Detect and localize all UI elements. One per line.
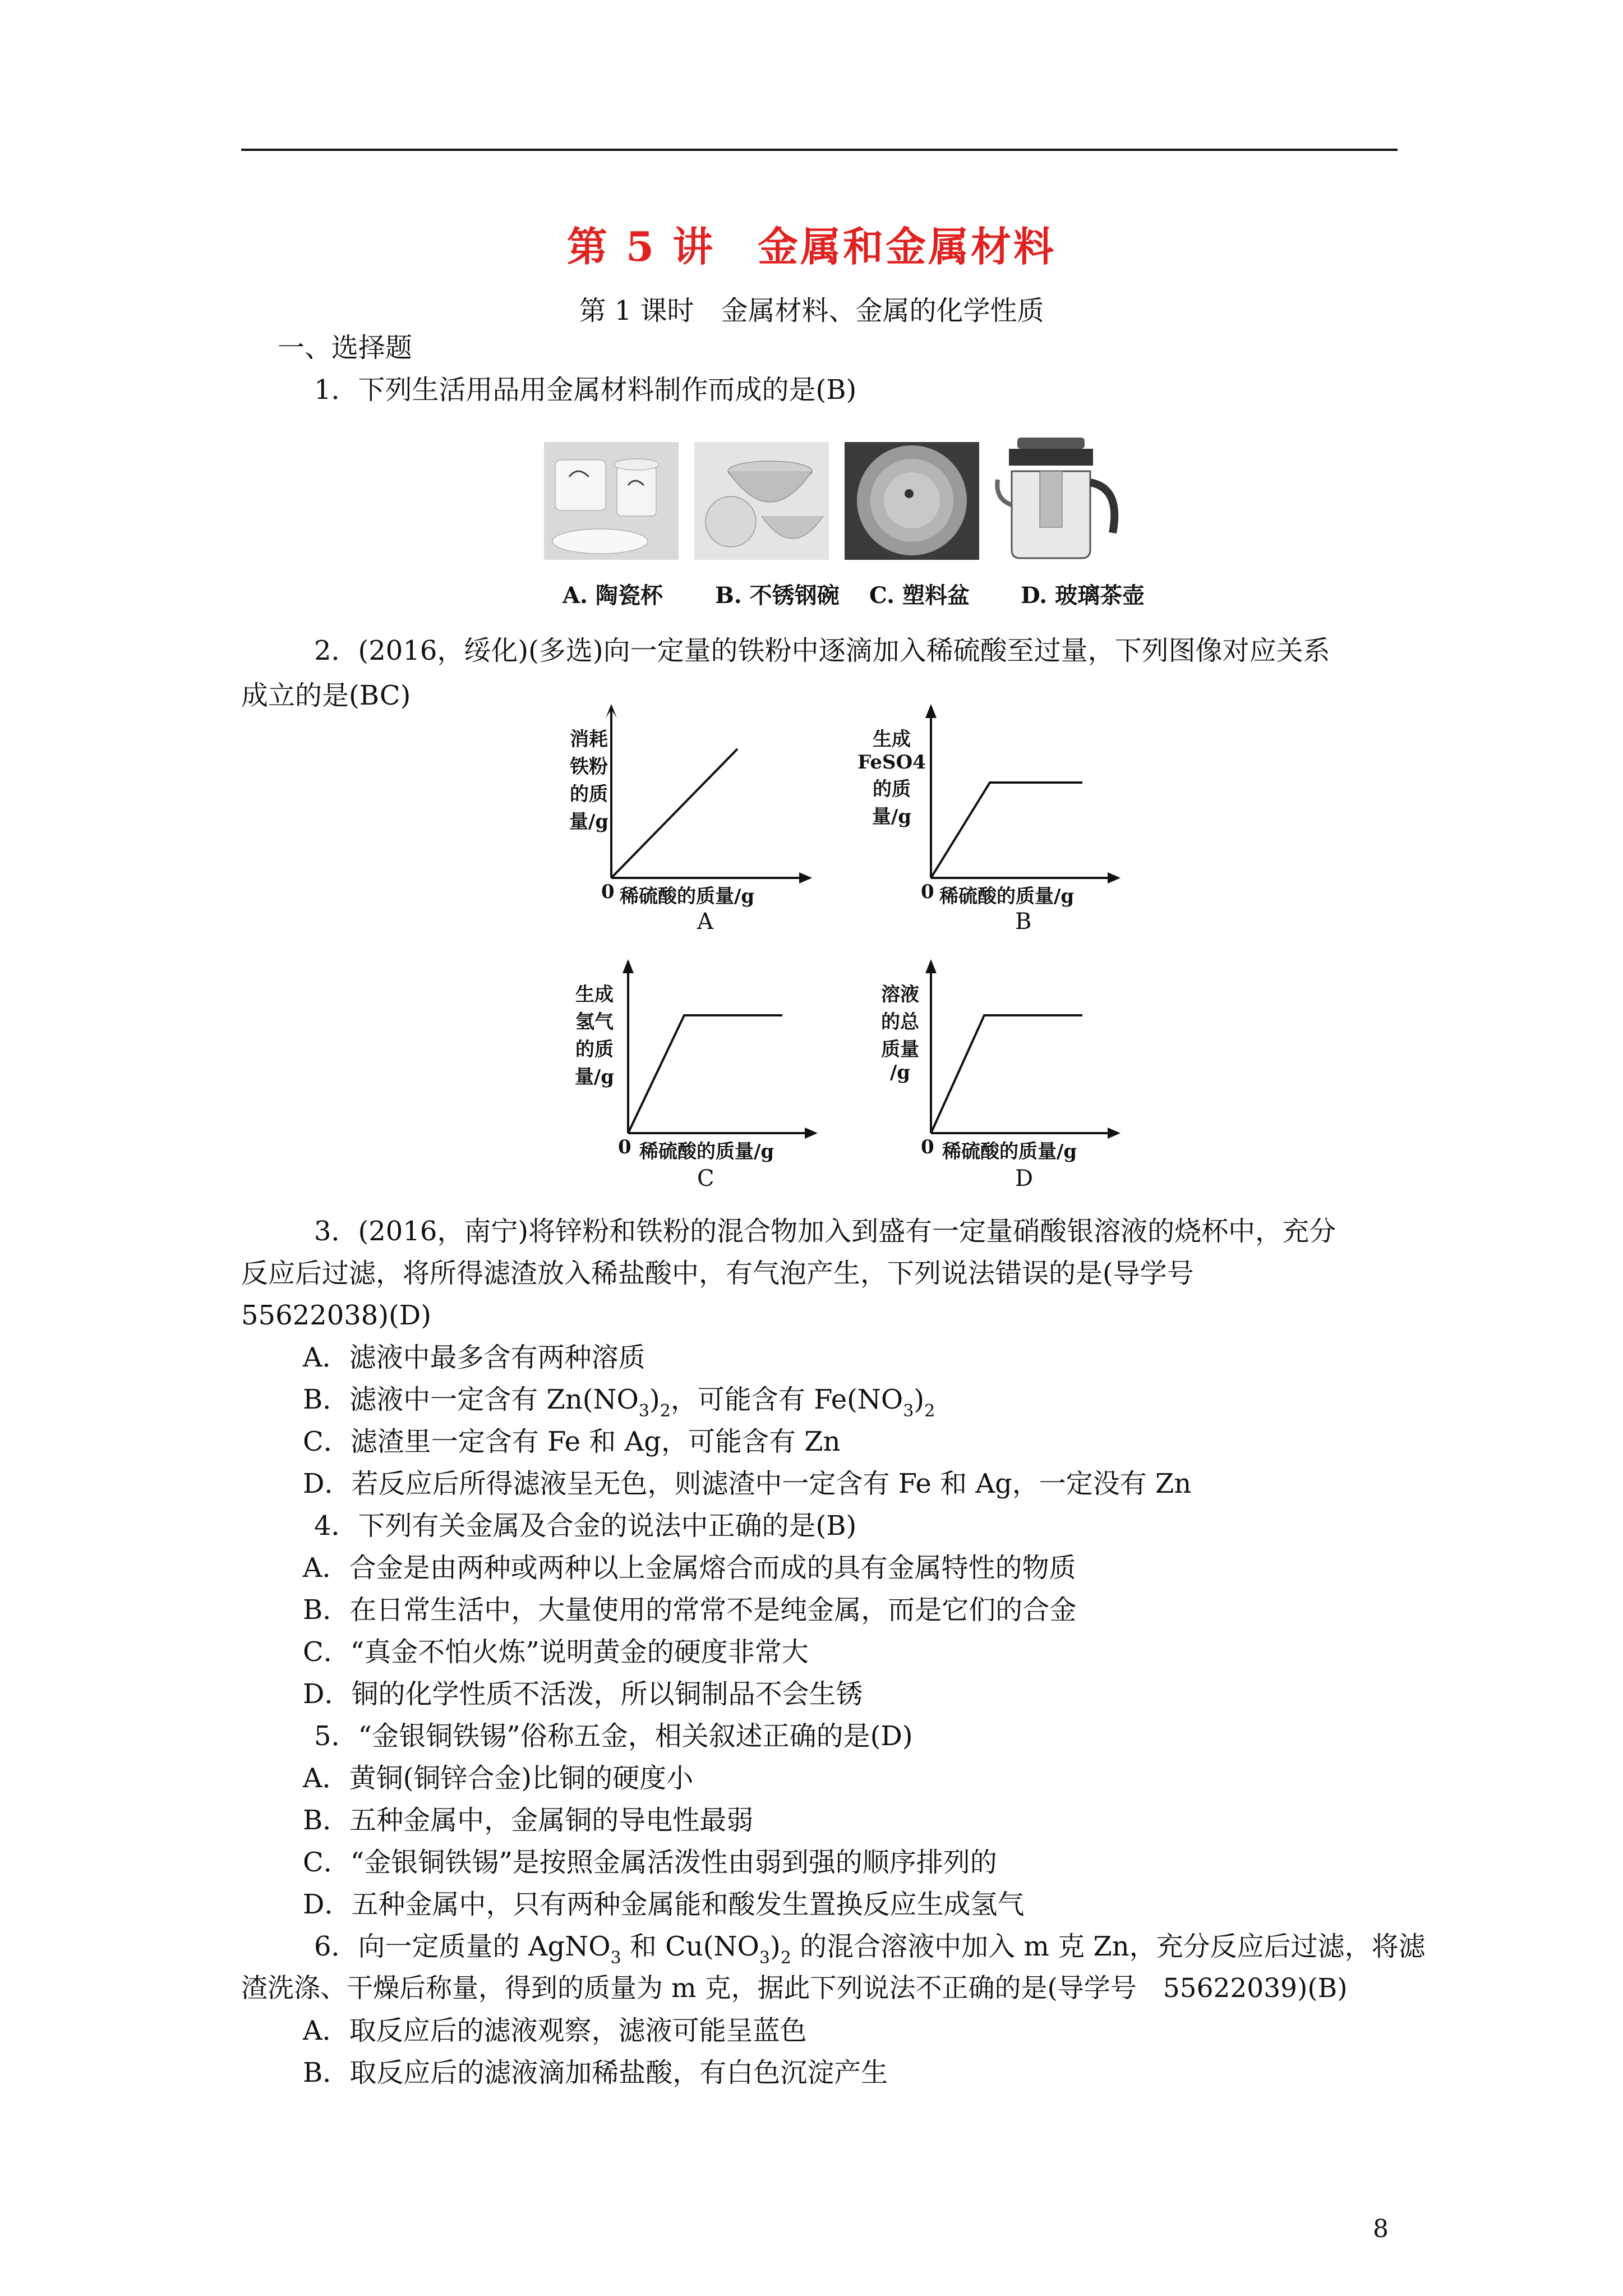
glass-teapot-photo bbox=[997, 438, 1114, 558]
graph-d-ylabel-3: 质量 bbox=[881, 1038, 919, 1061]
q1-caption-c: C. 塑料盆 bbox=[869, 582, 970, 609]
q3-b-part3: ，可能含有 Fe(NO bbox=[670, 1384, 903, 1415]
q3-b-part4: ) bbox=[914, 1384, 925, 1415]
q3-b-sub3: 3 bbox=[903, 1401, 914, 1421]
q4-stem: 4．下列有关金属及合金的说法中正确的是(B) bbox=[314, 1510, 857, 1542]
graph-b-plot bbox=[920, 704, 1122, 889]
graph-b-xlabel: 稀硫酸的质量/g bbox=[939, 885, 1075, 908]
graph-a-xlabel: 稀硫酸的质量/g bbox=[620, 885, 755, 908]
q6-l1-sub1: 3 bbox=[610, 1948, 621, 1968]
graph-a-ylabel-2: 铁粉 bbox=[570, 756, 608, 778]
q3-b-sub2: 2 bbox=[660, 1401, 671, 1421]
q6-line-2: 渣洗涤、干燥后称量，得到的质量为 m 克，据此下列说法不正确的是(导学号 55622039)(B) bbox=[241, 1973, 1348, 2004]
graph-c-ylabel-3: 的质 bbox=[575, 1038, 614, 1061]
q3-line-1: 3．(2016，南宁)将锌粉和铁粉的混合物加入到盛有一定量硝酸银溶液的烧杯中，充分 bbox=[314, 1216, 1336, 1247]
graph-a-letter: A bbox=[697, 909, 713, 935]
graph-c-curve bbox=[628, 1015, 782, 1133]
q3-option-a: A．滤液中最多含有两种溶质 bbox=[303, 1342, 645, 1373]
graph-a-curve bbox=[611, 749, 737, 878]
graph-b-ylabel-4: 量/g bbox=[872, 806, 912, 828]
q1-caption-b: B. 不锈钢碗 bbox=[715, 582, 840, 609]
graph-d-origin: 0 bbox=[921, 1136, 934, 1158]
q6-l1-part2: 和 Cu(NO bbox=[621, 1931, 759, 1962]
graph-a-ylabel-1: 消耗 bbox=[570, 728, 608, 751]
q2-stem-1: 2．(2016，绥化)(多选)向一定量的铁粉中逐滴加入稀硫酸至过量，下列图像对应关系 bbox=[314, 635, 1330, 666]
q6-line-1 bbox=[314, 1930, 1426, 1967]
graph-c-xlabel: 稀硫酸的质量/g bbox=[639, 1140, 774, 1163]
lesson-subtitle: 第 1 课时 金属材料、金属的化学性质 bbox=[579, 295, 1044, 326]
graph-d-curve bbox=[931, 1015, 1082, 1133]
plastic-basin-photo bbox=[845, 442, 979, 560]
q6-option-a: A．取反应后的滤液观察，滤液可能呈蓝色 bbox=[303, 2015, 807, 2046]
q6-l1-part1: 6．向一定质量的 AgNO bbox=[314, 1931, 611, 1962]
q3-option-b bbox=[303, 1383, 935, 1420]
graph-d-plot bbox=[920, 959, 1122, 1144]
q3-line-2: 反应后过滤，将所得滤渣放入稀盐酸中，有气泡产生，下列说法错误的是(导学号 bbox=[241, 1258, 1194, 1289]
graph-a-ylabel-3: 的质 bbox=[570, 783, 608, 806]
graph-c-ylabel-2: 氢气 bbox=[575, 1011, 614, 1033]
graph-d-ylabel-2: 的总 bbox=[881, 1011, 919, 1033]
q3-option-c: C．滤渣里一定含有 Fe 和 Ag，可能含有 Zn bbox=[303, 1426, 841, 1457]
q3-option-d: D．若反应后所得滤液呈无色，则滤渣中一定含有 Fe 和 Ag，一定没有 Zn bbox=[303, 1468, 1192, 1499]
q4-option-c: C．“真金不怕火炼”说明黄金的硬度非常大 bbox=[303, 1636, 809, 1668]
graph-b-curve bbox=[931, 783, 1082, 878]
q1-photos bbox=[544, 438, 1150, 567]
graph-b-origin: 0 bbox=[921, 881, 934, 903]
q5-option-a: A．黄铜(铜锌合金)比铜的硬度小 bbox=[303, 1763, 694, 1794]
graph-d-ylabel-4: /g bbox=[889, 1061, 911, 1084]
graph-b-ylabel bbox=[852, 724, 931, 829]
graph-c-ylabel-4: 量/g bbox=[574, 1066, 615, 1088]
q6-option-b: B．取反应后的滤液滴加稀盐酸，有白色沉淀产生 bbox=[303, 2057, 888, 2088]
graph-d-ylabel-1: 溶液 bbox=[881, 983, 919, 1006]
q3-b-part1: B．滤液中一定含有 Zn(NO bbox=[303, 1384, 639, 1415]
header-rule bbox=[241, 149, 1398, 151]
ceramic-cup-photo bbox=[544, 442, 679, 560]
graph-b-letter: B bbox=[1015, 909, 1032, 935]
q3-b-part2: ) bbox=[649, 1384, 660, 1415]
q4-option-b: B．在日常生活中，大量使用的常常不是纯金属，而是它们的合金 bbox=[303, 1594, 1077, 1626]
graph-c-ylabel-1: 生成 bbox=[575, 983, 614, 1006]
q5-option-c: C．“金银铜铁锡”是按照金属活泼性由弱到强的顺序排列的 bbox=[303, 1847, 997, 1878]
q1-caption-d: D. 玻璃茶壶 bbox=[1021, 582, 1145, 609]
q6-l1-part3: ) bbox=[769, 1931, 781, 1962]
section-heading: 一、选择题 bbox=[278, 332, 413, 364]
q4-option-d: D．铜的化学性质不活泼，所以铜制品不会生锈 bbox=[303, 1678, 863, 1710]
lesson-title: 第 5 讲 金属和金属材料 bbox=[566, 223, 1057, 270]
q3-line-3: 55622038)(D) bbox=[241, 1300, 431, 1331]
q6-l1-sub3: 2 bbox=[780, 1948, 791, 1968]
q4-option-a: A．合金是由两种或两种以上金属熔合而成的具有金属特性的物质 bbox=[303, 1552, 1076, 1584]
graph-a-plot bbox=[600, 704, 813, 889]
graph-c-letter: C bbox=[697, 1166, 714, 1191]
page-number: 8 bbox=[1373, 2215, 1389, 2243]
graph-b-ylabel-3: 的质 bbox=[873, 778, 911, 800]
q3-b-sub4: 2 bbox=[924, 1401, 935, 1421]
stainless-bowl-photo bbox=[694, 442, 829, 560]
graph-d-letter: D bbox=[1015, 1166, 1034, 1191]
graph-b-ylabel-2: FeSO4 bbox=[857, 751, 926, 774]
graph-c-origin: 0 bbox=[618, 1136, 631, 1158]
q5-option-b: B．五种金属中，金属铜的导电性最弱 bbox=[303, 1805, 754, 1836]
q1-caption-a: A. 陶瓷杯 bbox=[562, 582, 663, 609]
q6-l1-sub2: 3 bbox=[759, 1948, 770, 1968]
q2-stem-2: 成立的是(BC) bbox=[241, 680, 411, 711]
graph-a-origin: 0 bbox=[601, 881, 615, 903]
graph-b-ylabel-1: 生成 bbox=[873, 728, 911, 751]
q5-stem: 5．“金银铜铁锡”俗称五金，相关叙述正确的是(D) bbox=[314, 1720, 913, 1752]
q1-stem: 1．下列生活用品用金属材料制作而成的是(B) bbox=[314, 374, 857, 406]
graph-d-xlabel: 稀硫酸的质量/g bbox=[942, 1140, 1077, 1163]
q6-l1-part4: 的混合溶液中加入 m 克 Zn，充分反应后过滤，将滤 bbox=[791, 1931, 1426, 1962]
graph-c-plot bbox=[617, 959, 819, 1144]
q3-b-sub1: 3 bbox=[638, 1401, 649, 1421]
graph-a-ylabel-4: 量/g bbox=[569, 811, 609, 833]
q5-option-d: D．五种金属中，只有两种金属能和酸发生置换反应生成氢气 bbox=[303, 1889, 1025, 1920]
